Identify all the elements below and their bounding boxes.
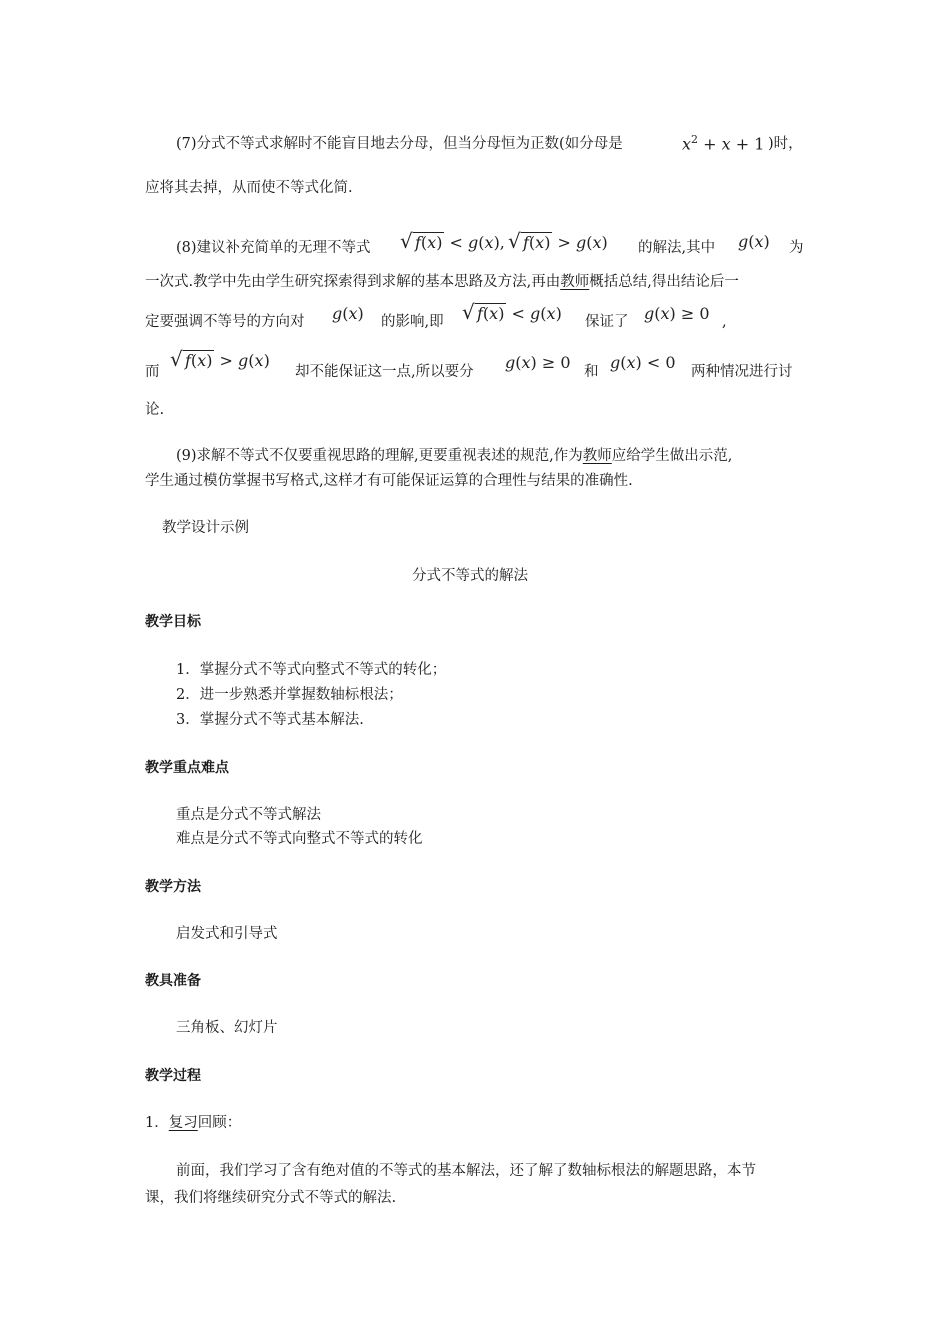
process-para-line2: 课，我们将继续研究分式不等式的解法. (145, 1190, 397, 1206)
difficult-point: 难点是分式不等式向整式不等式的转化 (176, 831, 423, 847)
goal-item: 2．进一步熟悉并掌握数轴标根法； (176, 687, 403, 703)
p8-line4-math-ineq: √ f(x) > g(x) (172, 351, 270, 371)
p7-line2: 应将其去掉，从而使不等式化简. (145, 180, 353, 196)
p8-line4-b: 却不能保证这一点,所以要分 (295, 364, 474, 380)
p8-line4-math-c2: g(x) < 0 (610, 353, 676, 372)
process-heading: 教学过程 (145, 1068, 201, 1084)
p8-line3-c: 保证了 (585, 314, 629, 330)
goal-item: 1．掌握分式不等式向整式不等式的转化； (176, 662, 447, 678)
p9-line1-a: (9)求解不等式不仅要重视思路的理解,更要重视表述的规范,作为 (176, 448, 583, 464)
method-heading: 教学方法 (145, 879, 201, 895)
p9-line1 (176, 446, 732, 466)
teacher-link-1[interactable]: 教师 (560, 274, 590, 290)
p8-line3-math-cond: g(x) ≥ 0 (644, 304, 710, 323)
p8-line2-b: 概括总结,得出结论后一 (589, 274, 739, 290)
key-point: 重点是分式不等式解法 (176, 807, 321, 823)
teacher-link-2[interactable]: 教师 (582, 448, 612, 464)
tools-heading: 教具准备 (145, 973, 201, 989)
p9-line1-b: 应给学生做出示范, (611, 448, 733, 464)
p9-line2: 学生通过模仿掌握书写格式,这样才有可能保证运算的合理性与结果的准确性. (145, 473, 633, 489)
p8-math-irrational-inequalities: √ f(x) < g(x), √ f(x) > g(x) (402, 233, 608, 253)
p8-line5: 论. (145, 402, 165, 418)
p8-math-g: g(x) (738, 232, 770, 251)
process-step-1 (145, 1113, 241, 1133)
p8-line3-b: 的影响,即 (381, 314, 444, 330)
key-points-heading: 教学重点难点 (145, 760, 229, 776)
lesson-title: 分式不等式的解法 (412, 568, 528, 584)
p8-line4-a: 而 (145, 364, 160, 380)
p8-line2-a: 一次式.教学中先由学生研究探索得到求解的基本思路及方法,再由 (145, 274, 561, 290)
tools-text: 三角板、幻灯片 (176, 1020, 278, 1036)
p7-text-a: (7)分式不等式求解时不能盲目地去分母，但当分母恒为正数(如分母是 (176, 136, 623, 152)
p8-text-a: (8)建议补充简单的无理不等式 (176, 240, 371, 256)
p8-line3-d: , (722, 314, 727, 330)
design-example-label: 教学设计示例 (162, 520, 249, 536)
p8-line4-d: 两种情况进行讨 (691, 364, 793, 380)
p7-text-b: )时， (768, 136, 803, 152)
goal-item: 3．掌握分式不等式基本解法. (176, 712, 364, 728)
p8-line3-math-ineq: √ f(x) < g(x) (464, 304, 562, 324)
p8-line2 (145, 272, 739, 292)
process-para-line1: 前面，我们学习了含有绝对值的不等式的基本解法，还了解了数轴标根法的解题思路，本节 (176, 1163, 756, 1179)
review-link[interactable]: 复习 (168, 1115, 198, 1131)
p8-line3-a: 定要强调不等号的方向对 (145, 314, 305, 330)
method-text: 启发式和引导式 (176, 926, 278, 942)
p8-line4-math-c1: g(x) ≥ 0 (505, 353, 571, 372)
p8-line3-math-g: g(x) (332, 304, 364, 323)
step1-number: 1． (145, 1115, 169, 1131)
p8-text-c: 为 (789, 240, 804, 256)
p8-line4-c: 和 (584, 364, 599, 380)
goals-heading: 教学目标 (145, 614, 201, 630)
p8-text-b: 的解法,其中 (638, 240, 716, 256)
step1-rest: 回顾： (197, 1115, 242, 1131)
p7-math-denominator: $x^2 + x + 1$ (682, 133, 765, 154)
